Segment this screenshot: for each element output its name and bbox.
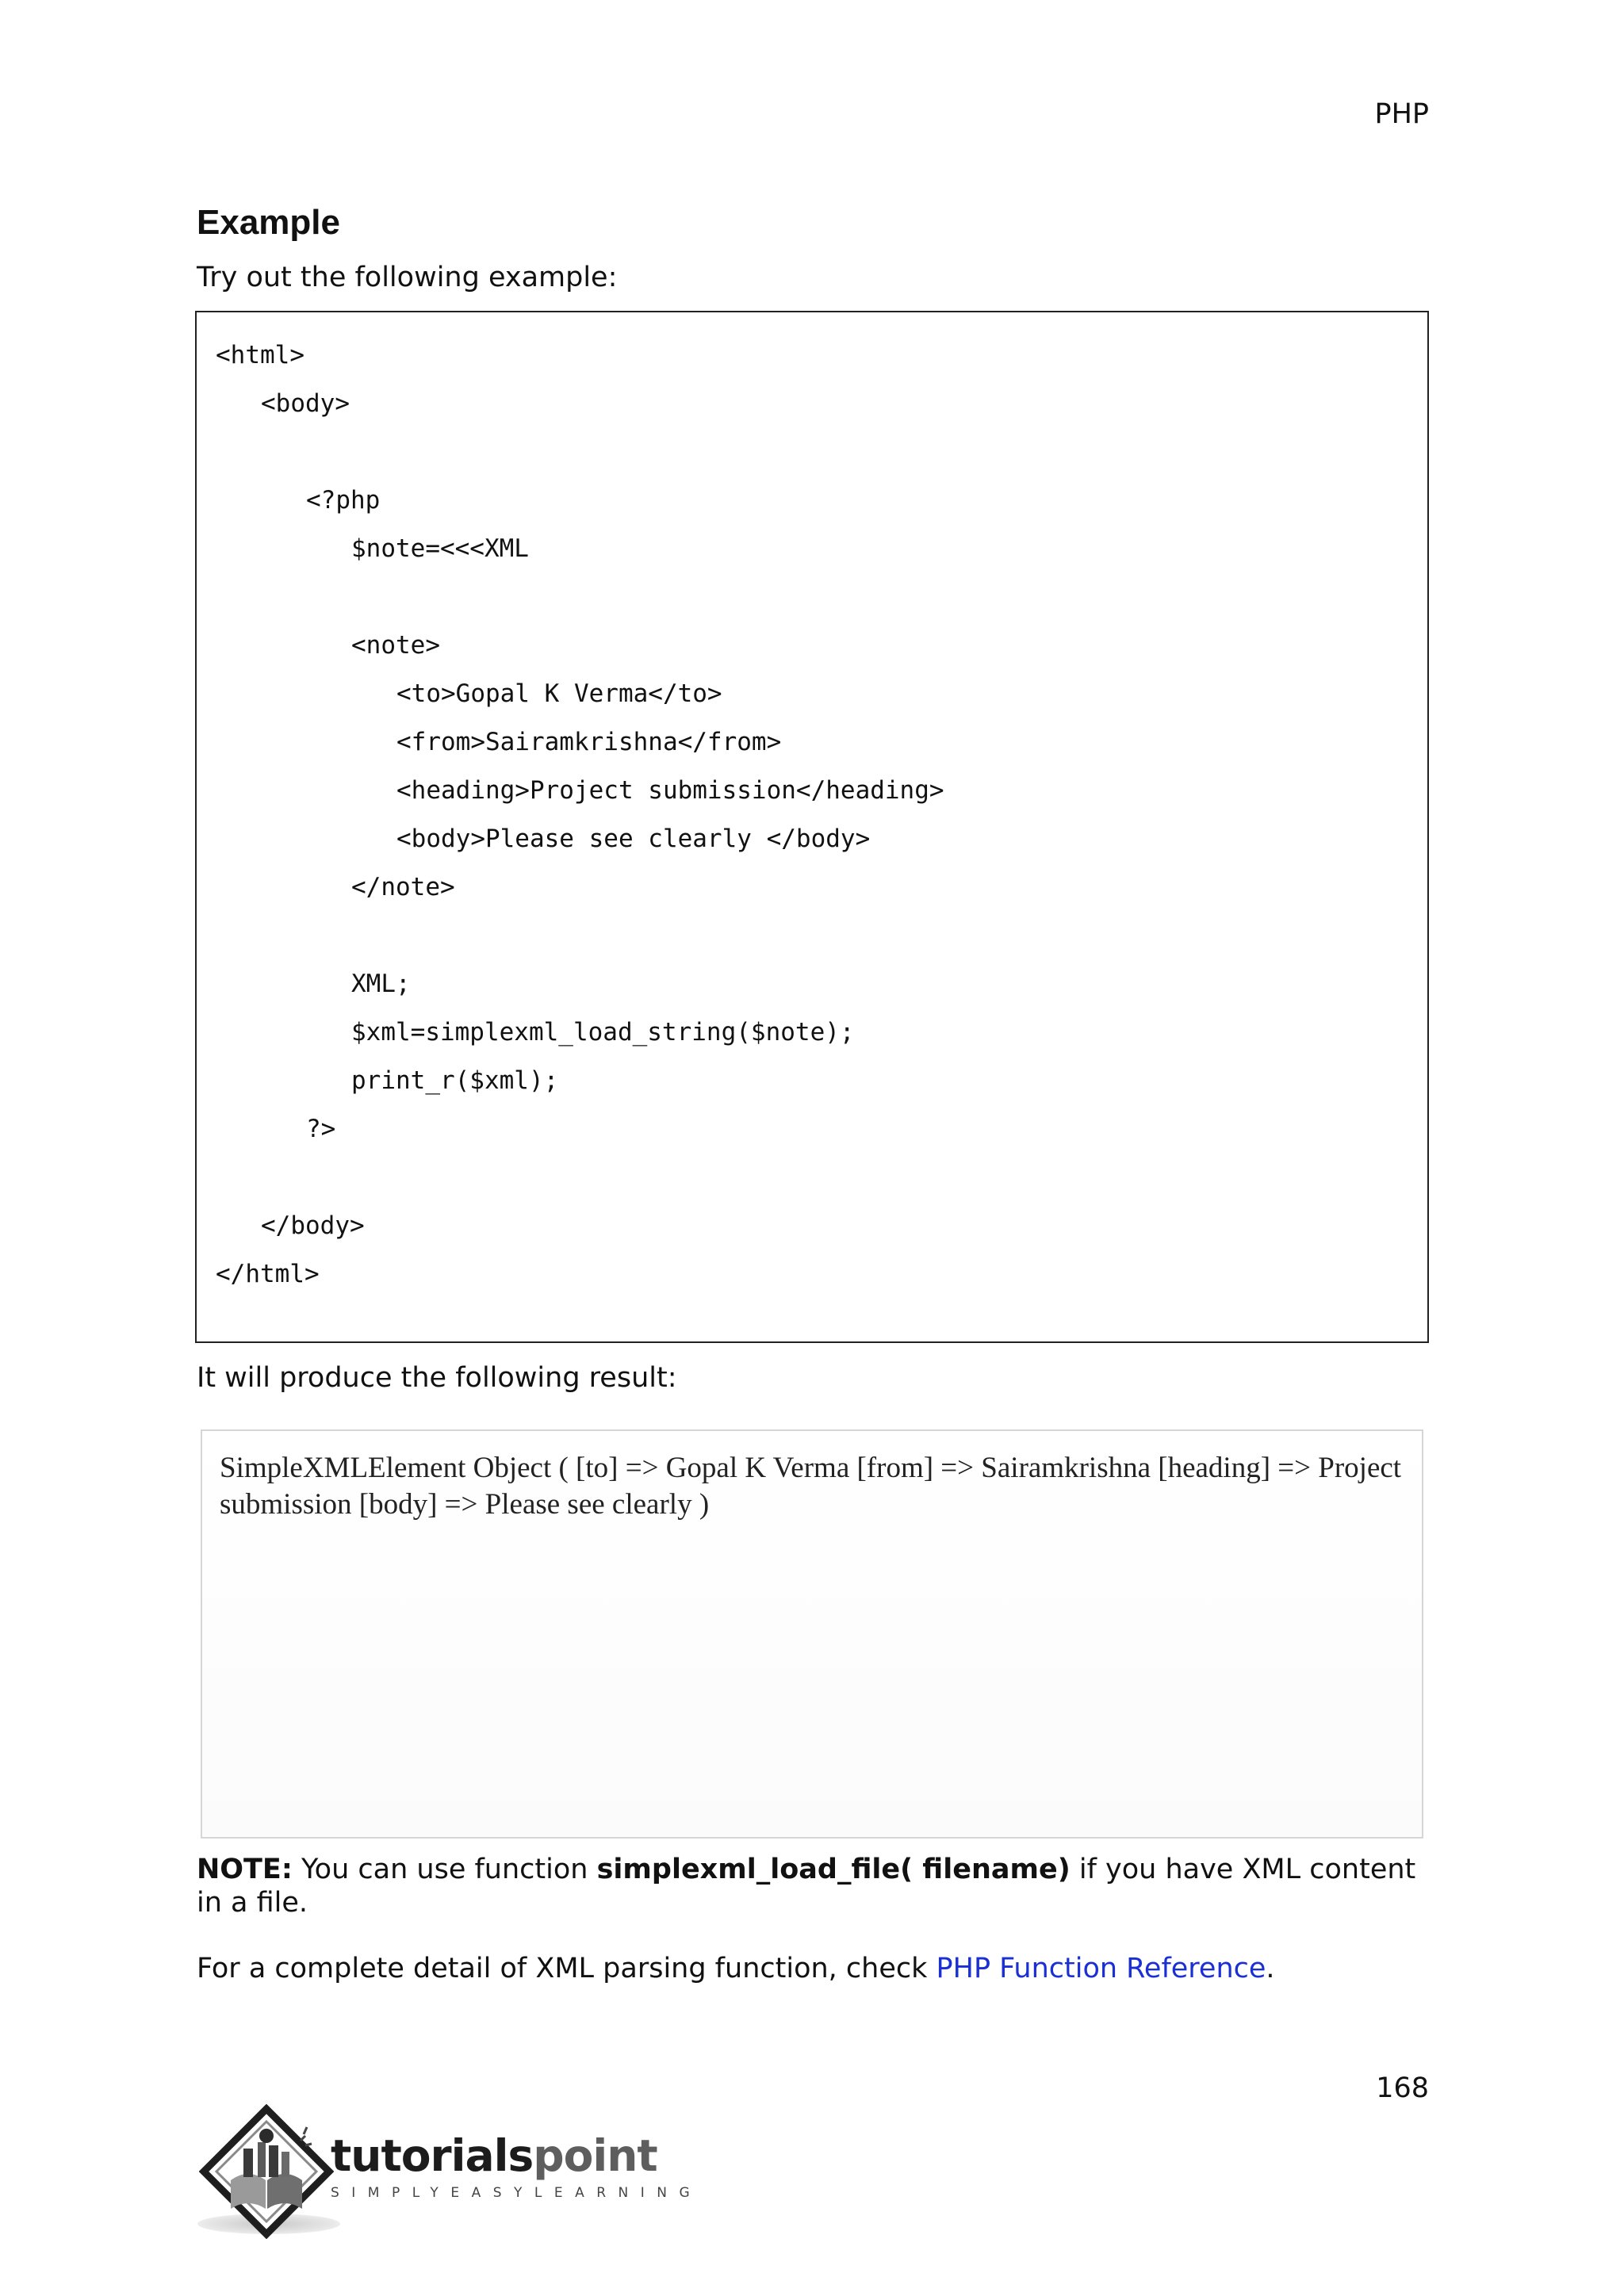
note-paragraph <box>197 1853 1431 1919</box>
code-line: <to>Gopal K Verma</to> <box>396 679 722 708</box>
logo-wordmark <box>331 2130 657 2181</box>
reference-text-after: . <box>1266 1953 1275 1984</box>
code-line: XML; <box>351 970 411 998</box>
logo-word-point: point <box>533 2130 657 2181</box>
logo-word-tutorials: tutorials <box>331 2130 534 2181</box>
code-line: $xml=simplexml_load_string($note); <box>351 1018 855 1047</box>
code-line: <from>Sairamkrishna</from> <box>396 728 782 756</box>
result-intro-text: It will produce the following result: <box>197 1362 677 1394</box>
code-line: <body>Please see clearly </body> <box>396 825 871 853</box>
note-text-before: You can use function <box>292 1854 597 1885</box>
section-title: Example <box>197 203 340 242</box>
code-line <box>216 1154 1427 1202</box>
running-header: PHP <box>1374 98 1429 130</box>
code-line <box>216 573 1427 622</box>
code-line: $note=<<<XML <box>351 534 529 563</box>
code-line: <note> <box>351 631 440 660</box>
code-line: <?php <box>306 486 381 515</box>
output-screenshot <box>201 1429 1423 1839</box>
logo-tagline: SIMPLYEASYLEARNING <box>331 2185 703 2201</box>
code-line: </body> <box>261 1211 365 1240</box>
logo-book-icon <box>199 2104 334 2239</box>
code-line <box>216 912 1427 960</box>
code-block <box>195 311 1429 1343</box>
intro-text: Try out the following example: <box>197 262 618 293</box>
reference-text-before: For a complete detail of XML parsing function, check <box>197 1953 936 1984</box>
code-line <box>216 428 1427 476</box>
tutorialspoint-logo <box>194 2101 703 2244</box>
php-function-reference-link[interactable]: PHP Function Reference <box>936 1953 1266 1984</box>
code-line: </html> <box>216 1260 320 1288</box>
code-line: ?> <box>306 1115 336 1143</box>
code-line: <heading>Project submission</heading> <box>396 776 944 805</box>
reference-paragraph <box>197 1952 1431 1985</box>
note-function-name: simplexml_load_file( filename) <box>596 1854 1071 1885</box>
page-number: 168 <box>1376 2072 1429 2104</box>
code-content <box>197 312 1427 1299</box>
code-line: </note> <box>351 873 455 901</box>
output-text: SimpleXMLElement Object ( [to] => Gopal K Verma [from] => Sairamkrishna [heading] => Project submission [body] => Please see clearly ) <box>220 1452 1402 1521</box>
code-line: <html> <box>216 341 304 369</box>
code-line: <body> <box>261 389 350 418</box>
note-label: NOTE: <box>197 1854 293 1885</box>
code-line: print_r($xml); <box>351 1066 559 1095</box>
note-text-after: if you have XML content in a file. <box>197 1854 1416 1919</box>
